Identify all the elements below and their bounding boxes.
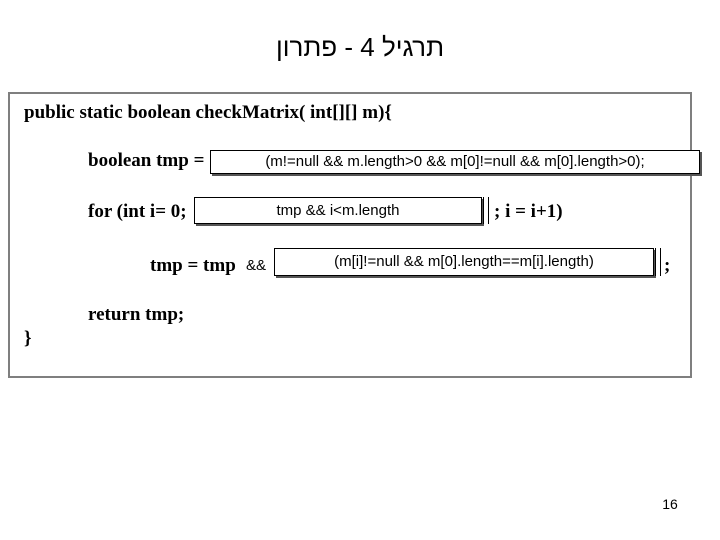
- for-loop-suffix: ; i = i+1): [494, 201, 563, 222]
- code-panel: [8, 92, 692, 378]
- assignment-bracket: [655, 248, 661, 276]
- for-loop-prefix: for (int i= 0;: [88, 201, 187, 222]
- for-condition-answer-box: tmp && i<m.length: [194, 197, 482, 224]
- assignment-answer-box: (m[i]!=null && m[0].length==m[i].length): [274, 248, 654, 276]
- assignment-suffix: ;: [664, 255, 671, 276]
- slide-title: תרגיל 4 - פתרון: [275, 32, 445, 62]
- assignment-prefix: tmp = tmp: [150, 255, 236, 276]
- for-condition-bracket: [483, 197, 489, 224]
- return-statement: return tmp;: [88, 304, 185, 325]
- method-signature: public static boolean checkMatrix( int[][] m){: [24, 102, 392, 123]
- assignment-operator: &&: [246, 257, 267, 274]
- page-number: 16: [662, 496, 678, 512]
- declaration-prefix: boolean tmp =: [88, 150, 205, 171]
- declaration-answer-box: (m!=null && m.length>0 && m[0]!=null && m[0].length>0);: [210, 150, 700, 174]
- closing-brace: }: [24, 328, 32, 349]
